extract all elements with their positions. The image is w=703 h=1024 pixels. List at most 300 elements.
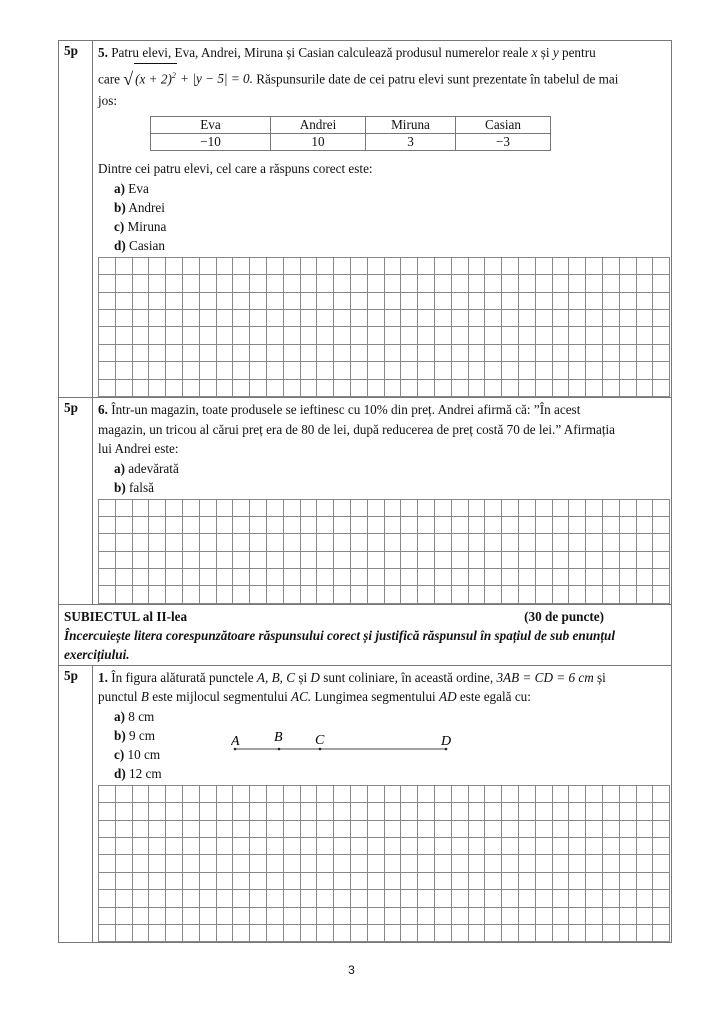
grid-cell — [469, 803, 486, 820]
grid-cell — [485, 275, 502, 292]
answer-grid[interactable] — [98, 257, 670, 397]
grid-cell — [217, 362, 234, 379]
grid-cell — [485, 380, 502, 397]
grid-cell — [452, 552, 469, 569]
grid-cell — [250, 345, 267, 362]
grid-cell — [536, 500, 553, 517]
grid-cell — [502, 293, 519, 310]
grid-cell — [620, 380, 637, 397]
grid-cell — [183, 345, 200, 362]
grid-cell — [620, 258, 637, 275]
grid-cell — [620, 310, 637, 327]
grid-cell — [603, 362, 620, 379]
grid-cell — [401, 380, 418, 397]
grid-cell — [217, 838, 234, 855]
grid-cell — [183, 803, 200, 820]
grid-cell — [368, 517, 385, 534]
grid-cell — [200, 569, 217, 586]
grid-cell — [217, 293, 234, 310]
grid-cell — [250, 569, 267, 586]
grid-cell — [334, 569, 351, 586]
grid-cell — [351, 855, 368, 872]
grid-cell — [233, 327, 250, 344]
grid-cell — [586, 803, 603, 820]
grid-cell — [569, 925, 586, 942]
grid-cell — [301, 821, 318, 838]
grid-cell — [418, 873, 435, 890]
option-d[interactable]: d) Casian — [114, 237, 165, 253]
grid-cell — [99, 327, 116, 344]
grid-cell — [250, 873, 267, 890]
grid-cell — [603, 855, 620, 872]
grid-cell — [317, 534, 334, 551]
grid-cell — [183, 534, 200, 551]
grid-cell — [603, 258, 620, 275]
grid-cell — [301, 873, 318, 890]
grid-cell — [620, 275, 637, 292]
grid-cell — [586, 293, 603, 310]
question-number: 5. — [98, 45, 108, 60]
option-d[interactable]: d) 12 cm — [114, 765, 162, 781]
grid-cell — [519, 838, 536, 855]
grid-cell — [653, 275, 670, 292]
grid-cell — [149, 908, 166, 925]
grid-cell — [317, 838, 334, 855]
grid-cell — [267, 362, 284, 379]
grid-cell — [519, 855, 536, 872]
grid-cell — [116, 803, 133, 820]
grid-cell — [284, 908, 301, 925]
grid-cell — [653, 803, 670, 820]
grid-cell — [233, 517, 250, 534]
grid-cell — [519, 293, 536, 310]
grid-cell — [401, 908, 418, 925]
grid-cell — [452, 786, 469, 803]
grid-cell — [351, 327, 368, 344]
grid-cell — [586, 552, 603, 569]
grid-cell — [586, 908, 603, 925]
grid-cell — [586, 534, 603, 551]
grid-cell — [284, 803, 301, 820]
grid-cell — [133, 310, 150, 327]
grid-cell — [99, 534, 116, 551]
grid-cell — [233, 803, 250, 820]
grid-cell — [485, 534, 502, 551]
grid-cell — [569, 275, 586, 292]
grid-cell — [133, 362, 150, 379]
grid-cell — [99, 275, 116, 292]
grid-cell — [569, 890, 586, 907]
grid-cell — [385, 275, 402, 292]
q6-line-2: magazin, un tricou al cărui preț era de 80 de lei, după reducerea de preț costă 70 de lei.” Afirmația — [98, 421, 616, 437]
grid-cell — [435, 569, 452, 586]
svg-text:D: D — [441, 733, 452, 749]
grid-cell — [351, 258, 368, 275]
grid-cell — [267, 908, 284, 925]
grid-cell — [452, 586, 469, 603]
grid-cell — [418, 821, 435, 838]
grid-cell — [334, 803, 351, 820]
grid-cell — [452, 362, 469, 379]
grid-cell — [502, 258, 519, 275]
grid-cell — [233, 362, 250, 379]
grid-cell — [149, 380, 166, 397]
grid-cell — [569, 517, 586, 534]
grid-cell — [301, 534, 318, 551]
grid-cell — [217, 908, 234, 925]
grid-cell — [317, 345, 334, 362]
grid-cell — [116, 925, 133, 942]
grid-cell — [401, 569, 418, 586]
grid-cell — [653, 327, 670, 344]
grid-cell — [385, 552, 402, 569]
grid-cell — [351, 293, 368, 310]
grid-cell — [217, 345, 234, 362]
grid-cell — [485, 500, 502, 517]
grid-cell — [653, 345, 670, 362]
grid-cell — [452, 855, 469, 872]
grid-cell — [435, 500, 452, 517]
grid-cell — [166, 345, 183, 362]
grid-cell — [267, 838, 284, 855]
grid-cell — [116, 873, 133, 890]
grid-cell — [99, 855, 116, 872]
grid-cell — [284, 275, 301, 292]
option-a[interactable]: a) adevărată — [114, 460, 179, 476]
grid-cell — [586, 345, 603, 362]
grid-cell — [435, 310, 452, 327]
grid-cell — [217, 275, 234, 292]
grid-cell — [485, 362, 502, 379]
grid-cell — [586, 821, 603, 838]
grid-cell — [368, 552, 385, 569]
grid-cell — [620, 890, 637, 907]
grid-cell — [334, 873, 351, 890]
grid-cell — [149, 327, 166, 344]
grid-cell — [116, 890, 133, 907]
grid-cell — [317, 873, 334, 890]
grid-cell — [267, 890, 284, 907]
grid-cell — [284, 517, 301, 534]
grid-cell — [334, 293, 351, 310]
grid-cell — [569, 293, 586, 310]
grid-cell — [183, 838, 200, 855]
option-a[interactable]: a) Eva — [114, 180, 149, 196]
grid-cell — [250, 258, 267, 275]
grid-cell — [166, 586, 183, 603]
grid-cell — [586, 380, 603, 397]
grid-cell — [569, 838, 586, 855]
grid-cell — [183, 517, 200, 534]
grid-cell — [637, 327, 654, 344]
grid-cell — [485, 925, 502, 942]
grid-cell — [569, 380, 586, 397]
grid-cell — [301, 586, 318, 603]
grid-cell — [653, 310, 670, 327]
grid-cell — [653, 838, 670, 855]
grid-cell — [452, 293, 469, 310]
grid-cell — [637, 786, 654, 803]
grid-cell — [603, 838, 620, 855]
grid-cell — [553, 275, 570, 292]
grid-cell — [485, 821, 502, 838]
grid-cell — [637, 275, 654, 292]
grid-cell — [485, 345, 502, 362]
answer-grid[interactable] — [98, 785, 670, 943]
grid-cell — [401, 275, 418, 292]
grid-cell — [233, 380, 250, 397]
option-c[interactable]: c) Miruna — [114, 218, 167, 234]
grid-cell — [351, 786, 368, 803]
grid-cell — [368, 327, 385, 344]
grid-cell — [133, 838, 150, 855]
grid-cell — [485, 855, 502, 872]
grid-cell — [385, 838, 402, 855]
grid-cell — [233, 908, 250, 925]
grid-cell — [267, 517, 284, 534]
grid-cell — [401, 327, 418, 344]
grid-cell — [452, 890, 469, 907]
grid-cell — [469, 873, 486, 890]
grid-cell — [502, 310, 519, 327]
grid-cell — [653, 855, 670, 872]
subject-points: (30 de puncte) — [524, 608, 604, 624]
grid-cell — [149, 873, 166, 890]
grid-cell — [435, 275, 452, 292]
grid-cell — [116, 569, 133, 586]
grid-cell — [603, 908, 620, 925]
grid-cell — [620, 908, 637, 925]
grid-cell — [183, 821, 200, 838]
q5-line-1: 5. Patru elevi, Eva, Andrei, Miruna și Casian calculează produsul numerelor reale x și y pentru — [98, 45, 596, 60]
equation: √ $(x + 2)^2 + |y - 5| = 0$. — [123, 71, 256, 86]
grid-cell — [217, 310, 234, 327]
grid-cell — [133, 534, 150, 551]
grid-cell — [637, 345, 654, 362]
grid-cell — [603, 534, 620, 551]
grid-cell — [183, 908, 200, 925]
grid-cell — [334, 345, 351, 362]
grid-cell — [536, 586, 553, 603]
grid-cell — [183, 925, 200, 942]
grid-cell — [569, 552, 586, 569]
grid-cell — [502, 855, 519, 872]
grid-cell — [284, 890, 301, 907]
grid-cell — [536, 258, 553, 275]
grid-cell — [200, 925, 217, 942]
grid-cell — [99, 380, 116, 397]
grid-cell — [401, 873, 418, 890]
grid-cell — [569, 534, 586, 551]
grid-cell — [233, 873, 250, 890]
grid-cell — [653, 500, 670, 517]
grid-cell — [334, 275, 351, 292]
grid-cell — [536, 873, 553, 890]
grid-cell — [233, 569, 250, 586]
grid-cell — [99, 569, 116, 586]
grid-cell — [385, 821, 402, 838]
grid-cell — [502, 552, 519, 569]
grid-cell — [149, 293, 166, 310]
grid-cell — [351, 380, 368, 397]
grid-cell — [435, 362, 452, 379]
grid-cell — [586, 786, 603, 803]
grid-cell — [553, 925, 570, 942]
grid-cell — [183, 293, 200, 310]
grid-cell — [368, 803, 385, 820]
grid-cell — [385, 362, 402, 379]
grid-cell — [586, 925, 603, 942]
grid-cell — [133, 517, 150, 534]
grid-cell — [553, 838, 570, 855]
grid-cell — [519, 552, 536, 569]
svg-text:A: A — [231, 733, 240, 749]
grid-cell — [401, 586, 418, 603]
grid-cell — [385, 890, 402, 907]
grid-cell — [586, 586, 603, 603]
grid-cell — [485, 517, 502, 534]
grid-cell — [536, 275, 553, 292]
grid-cell — [166, 569, 183, 586]
grid-cell — [351, 890, 368, 907]
grid-cell — [586, 517, 603, 534]
grid-cell — [317, 803, 334, 820]
grid-cell — [385, 534, 402, 551]
grid-cell — [284, 327, 301, 344]
grid-cell — [553, 586, 570, 603]
grid-cell — [133, 569, 150, 586]
grid-cell — [536, 345, 553, 362]
option-b[interactable]: b) 9 cm — [114, 727, 156, 743]
grid-cell — [334, 855, 351, 872]
grid-cell — [301, 310, 318, 327]
grid-cell — [334, 786, 351, 803]
grid-cell — [485, 327, 502, 344]
grid-cell — [653, 552, 670, 569]
grid-cell — [469, 275, 486, 292]
grid-cell — [452, 925, 469, 942]
grid-cell — [452, 803, 469, 820]
grid-cell — [334, 500, 351, 517]
grid-cell — [99, 517, 116, 534]
grid-cell — [553, 517, 570, 534]
grid-cell — [149, 258, 166, 275]
grid-cell — [368, 855, 385, 872]
answer-grid[interactable] — [98, 499, 670, 604]
grid-cell — [637, 293, 654, 310]
grid-cell — [620, 293, 637, 310]
grid-cell — [435, 821, 452, 838]
grid-cell — [368, 345, 385, 362]
grid-cell — [569, 327, 586, 344]
grid-cell — [284, 345, 301, 362]
grid-cell — [418, 275, 435, 292]
grid-cell — [99, 908, 116, 925]
grid-cell — [469, 569, 486, 586]
grid-cell — [502, 569, 519, 586]
grid-cell — [435, 838, 452, 855]
grid-cell — [435, 258, 452, 275]
grid-cell — [368, 293, 385, 310]
grid-cell — [385, 786, 402, 803]
option-b[interactable]: b) Andrei — [114, 199, 165, 215]
grid-cell — [553, 873, 570, 890]
grid-cell — [301, 275, 318, 292]
question-5 — [59, 41, 671, 398]
grid-cell — [267, 500, 284, 517]
grid-cell — [200, 552, 217, 569]
grid-cell — [351, 803, 368, 820]
grid-cell — [250, 500, 267, 517]
grid-cell — [149, 534, 166, 551]
grid-cell — [401, 803, 418, 820]
grid-cell — [637, 517, 654, 534]
grid-cell — [200, 500, 217, 517]
grid-cell — [469, 821, 486, 838]
grid-cell — [99, 925, 116, 942]
grid-cell — [233, 855, 250, 872]
table-row: −10 10 3 −3 — [151, 134, 551, 151]
grid-cell — [301, 786, 318, 803]
grid-cell — [620, 569, 637, 586]
grid-cell — [401, 534, 418, 551]
grid-cell — [334, 552, 351, 569]
grid-cell — [485, 873, 502, 890]
grid-cell — [553, 293, 570, 310]
grid-cell — [569, 786, 586, 803]
grid-cell — [317, 908, 334, 925]
grid-cell — [267, 873, 284, 890]
grid-cell — [620, 345, 637, 362]
grid-cell — [485, 838, 502, 855]
grid-cell — [217, 586, 234, 603]
subject-title: SUBIECTUL al II-lea — [64, 608, 188, 624]
grid-cell — [603, 327, 620, 344]
grid-cell — [485, 890, 502, 907]
grid-cell — [553, 380, 570, 397]
grid-cell — [586, 890, 603, 907]
grid-cell — [536, 786, 553, 803]
grid-cell — [334, 890, 351, 907]
grid-cell — [250, 534, 267, 551]
grid-cell — [284, 380, 301, 397]
option-c[interactable]: c) 10 cm — [114, 746, 161, 762]
grid-cell — [233, 500, 250, 517]
grid-cell — [553, 362, 570, 379]
grid-cell — [116, 786, 133, 803]
grid-cell — [351, 275, 368, 292]
grid-cell — [418, 310, 435, 327]
grid-cell — [452, 500, 469, 517]
option-b[interactable]: b) falsă — [114, 479, 154, 495]
option-a[interactable]: a) 8 cm — [114, 708, 155, 724]
grid-cell — [301, 890, 318, 907]
sqrt-symbol: √ — [123, 68, 134, 89]
grid-cell — [502, 380, 519, 397]
grid-cell — [317, 327, 334, 344]
grid-cell — [317, 890, 334, 907]
grid-cell — [637, 890, 654, 907]
grid-cell — [385, 925, 402, 942]
grid-cell — [586, 362, 603, 379]
grid-cell — [250, 552, 267, 569]
grid-cell — [334, 908, 351, 925]
grid-cell — [653, 908, 670, 925]
grid-cell — [637, 380, 654, 397]
grid-cell — [469, 786, 486, 803]
grid-cell — [301, 803, 318, 820]
grid-cell — [519, 534, 536, 551]
